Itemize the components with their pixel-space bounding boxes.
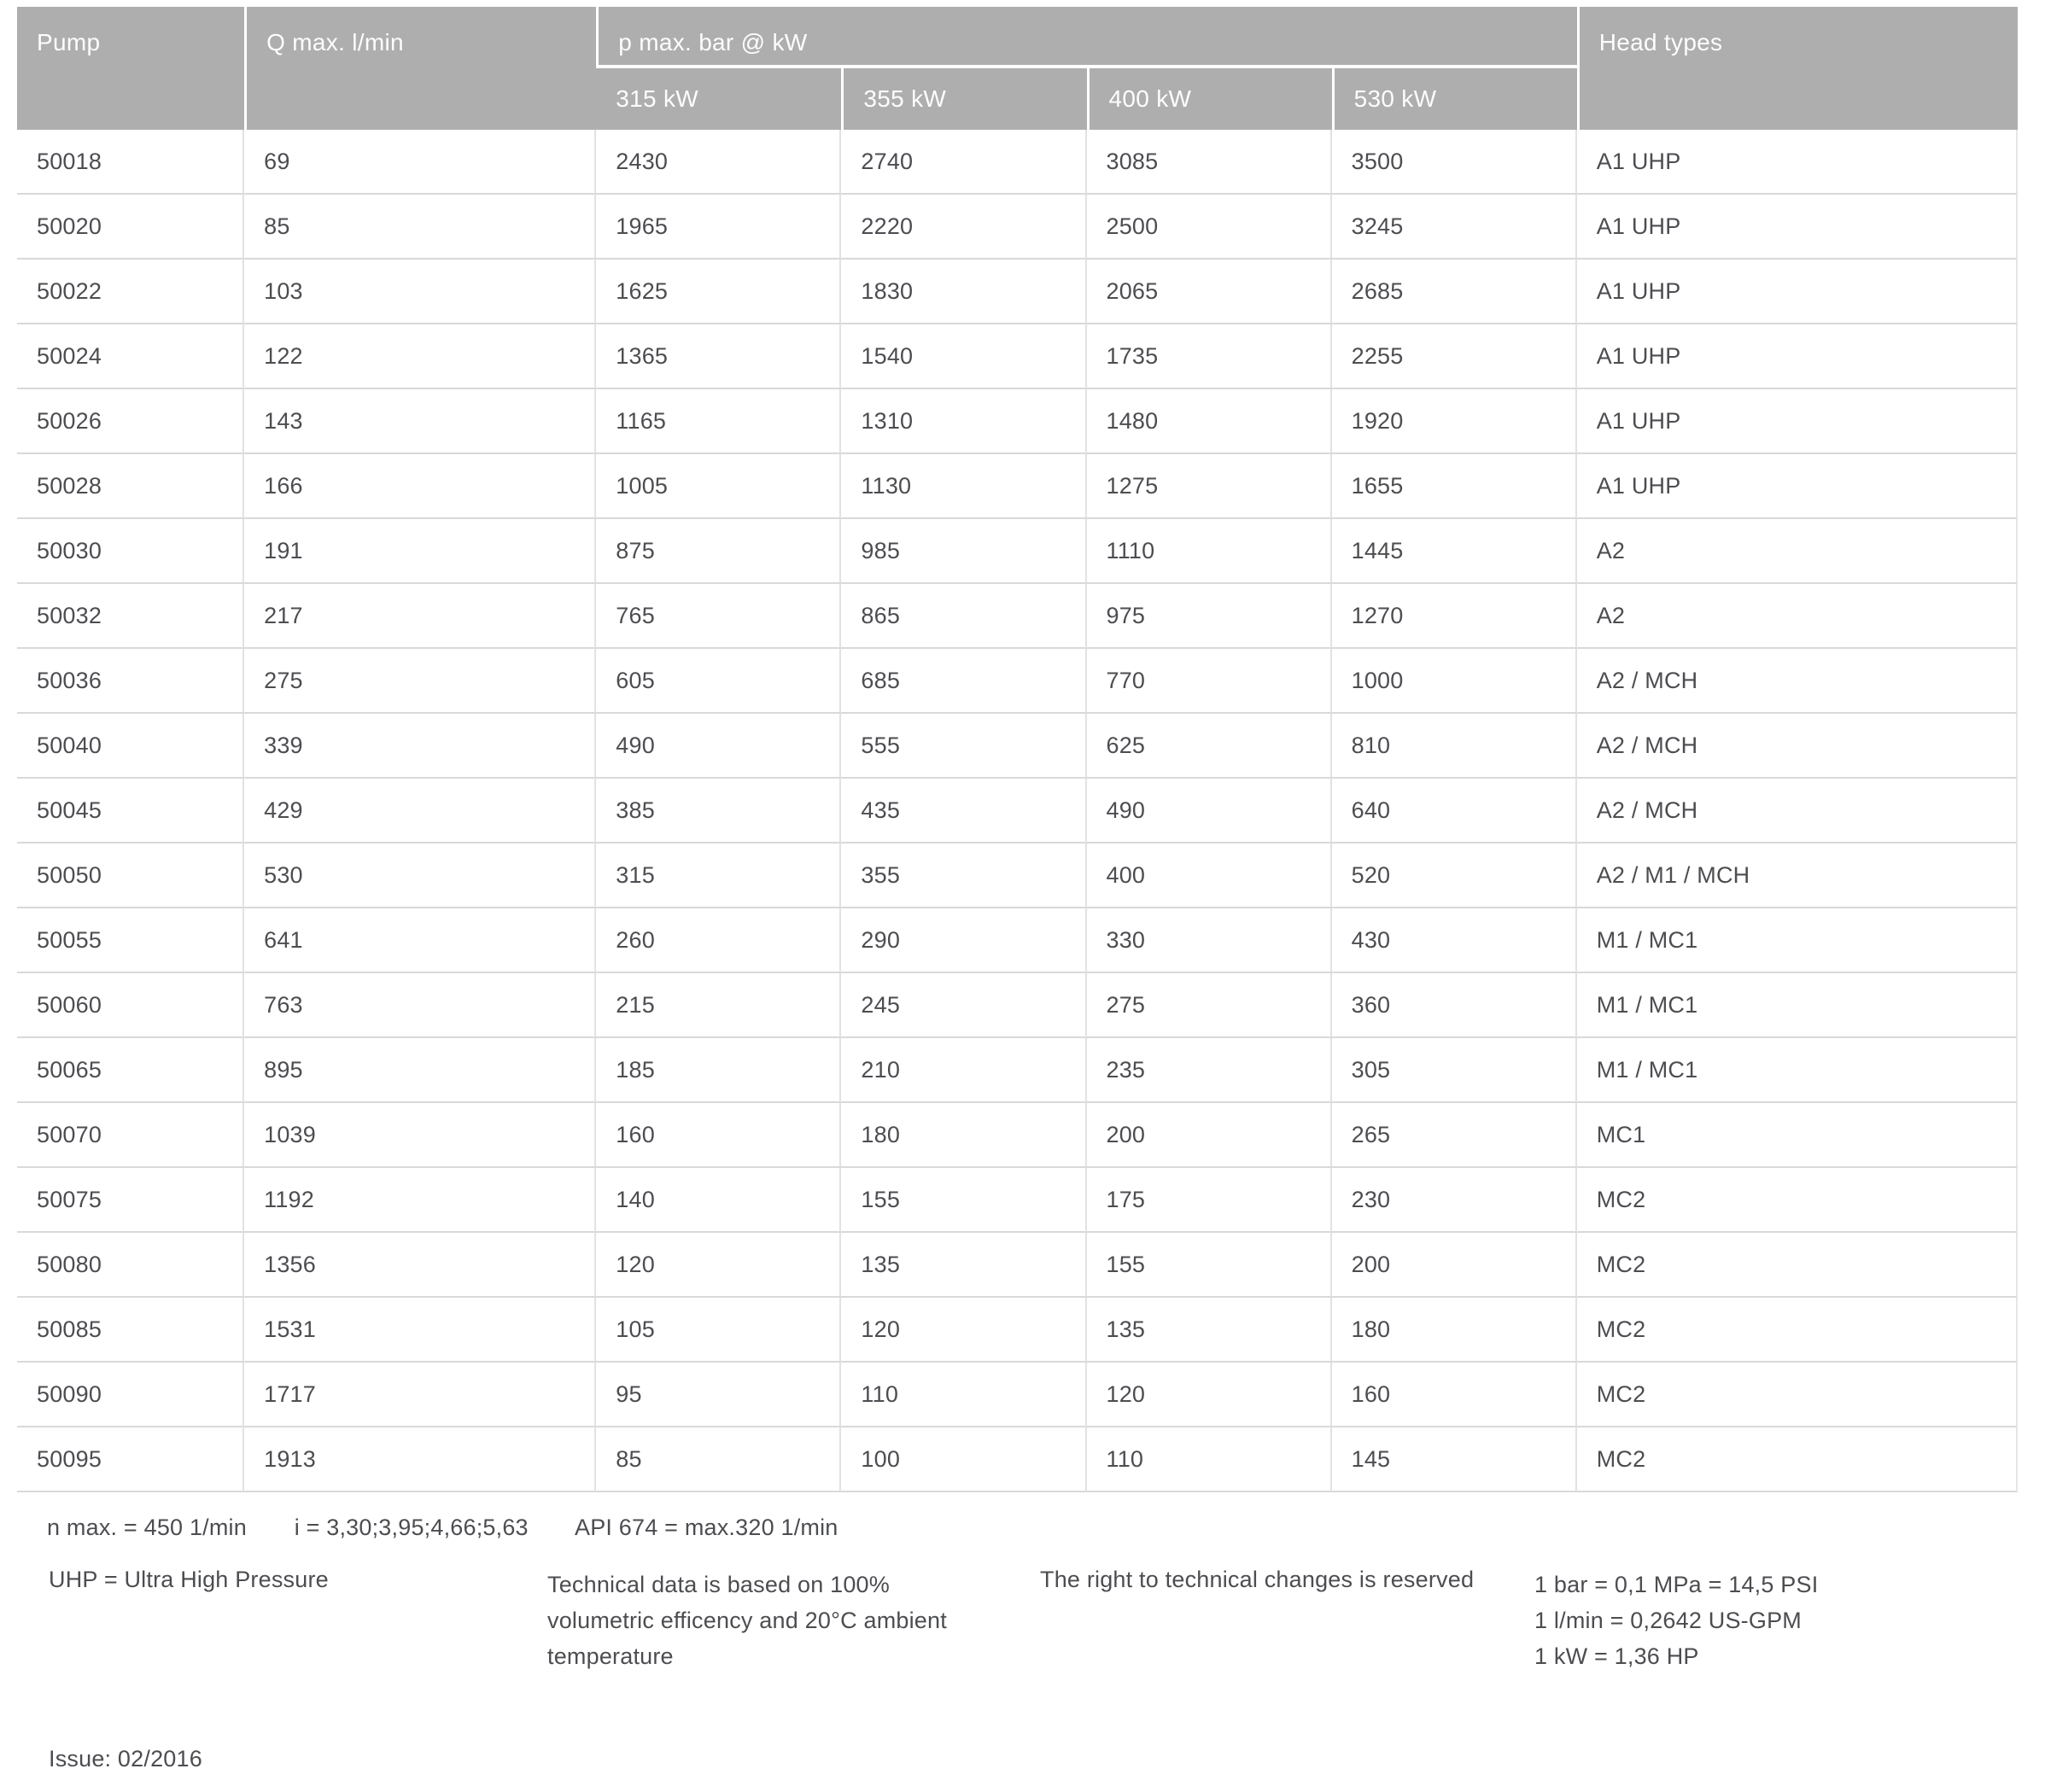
head-types-cell: MC2 bbox=[1577, 1233, 2018, 1298]
pmax-530kw-cell: 1000 bbox=[1332, 649, 1577, 714]
footnote-line bbox=[47, 1515, 2045, 1541]
pmax-355kw-cell: 135 bbox=[841, 1233, 1086, 1298]
pmax-355kw-cell: 1130 bbox=[841, 454, 1086, 519]
qmax-cell: 217 bbox=[244, 584, 596, 649]
table-row bbox=[17, 1038, 2018, 1103]
pump-id-cell: 50020 bbox=[17, 195, 244, 260]
head-types-cell: A2 / MCH bbox=[1577, 649, 2018, 714]
pmax-315kw-cell: 385 bbox=[596, 779, 841, 843]
pmax-355kw-cell: 290 bbox=[841, 908, 1086, 973]
pmax-400kw-cell: 3085 bbox=[1087, 130, 1332, 195]
qmax-cell: 275 bbox=[244, 649, 596, 714]
head-types-cell: MC2 bbox=[1577, 1427, 2018, 1492]
pump-id-cell: 50050 bbox=[17, 843, 244, 908]
pump-id-cell: 50075 bbox=[17, 1168, 244, 1233]
conversion-lmin-gpm: 1 l/min = 0,2642 US-GPM bbox=[1534, 1608, 1802, 1633]
pump-id-cell: 50036 bbox=[17, 649, 244, 714]
head-types-cell: A2 bbox=[1577, 584, 2018, 649]
col-header-400kw: 400 kW bbox=[1087, 65, 1332, 130]
pmax-315kw-cell: 2430 bbox=[596, 130, 841, 195]
pmax-400kw-cell: 770 bbox=[1087, 649, 1332, 714]
pmax-530kw-cell: 360 bbox=[1332, 973, 1577, 1038]
pmax-315kw-cell: 95 bbox=[596, 1363, 841, 1427]
pmax-315kw-cell: 1365 bbox=[596, 324, 841, 389]
qmax-cell: 85 bbox=[244, 195, 596, 260]
pmax-355kw-cell: 865 bbox=[841, 584, 1086, 649]
table-row bbox=[17, 973, 2018, 1038]
pmax-530kw-cell: 3500 bbox=[1332, 130, 1577, 195]
pmax-400kw-cell: 110 bbox=[1087, 1427, 1332, 1492]
table-row bbox=[17, 1233, 2018, 1298]
note-unit-conversions bbox=[1534, 1567, 1818, 1674]
qmax-cell: 641 bbox=[244, 908, 596, 973]
conversion-bar-psi: 1 bar = 0,1 MPa = 14,5 PSI bbox=[1534, 1572, 1819, 1597]
pmax-315kw-cell: 875 bbox=[596, 519, 841, 584]
head-types-cell: A1 UHP bbox=[1577, 454, 2018, 519]
col-header-qmax: Q max. l/min bbox=[244, 7, 596, 130]
pmax-315kw-cell: 1005 bbox=[596, 454, 841, 519]
pump-id-cell: 50045 bbox=[17, 779, 244, 843]
table-row bbox=[17, 1427, 2018, 1492]
note-uhp-definition: UHP = Ultra High Pressure bbox=[49, 1567, 329, 1592]
pmax-400kw-cell: 1110 bbox=[1087, 519, 1332, 584]
pmax-400kw-cell: 175 bbox=[1087, 1168, 1332, 1233]
note-technical-basis bbox=[547, 1567, 947, 1674]
table-row bbox=[17, 1103, 2018, 1168]
pmax-530kw-cell: 520 bbox=[1332, 843, 1577, 908]
qmax-cell: 166 bbox=[244, 454, 596, 519]
head-types-cell: A1 UHP bbox=[1577, 260, 2018, 324]
note-api: API 674 = max.320 1/min bbox=[574, 1515, 838, 1540]
pump-id-cell: 50030 bbox=[17, 519, 244, 584]
pmax-400kw-cell: 235 bbox=[1087, 1038, 1332, 1103]
footer-notes bbox=[0, 1567, 2045, 1712]
head-types-cell: M1 / MC1 bbox=[1577, 908, 2018, 973]
pump-id-cell: 50024 bbox=[17, 324, 244, 389]
pmax-400kw-cell: 200 bbox=[1087, 1103, 1332, 1168]
pmax-400kw-cell: 120 bbox=[1087, 1363, 1332, 1427]
pmax-315kw-cell: 765 bbox=[596, 584, 841, 649]
pump-id-cell: 50080 bbox=[17, 1233, 244, 1298]
col-header-pump: Pump bbox=[17, 7, 244, 130]
pmax-530kw-cell: 2685 bbox=[1332, 260, 1577, 324]
pmax-400kw-cell: 400 bbox=[1087, 843, 1332, 908]
note-technical-line: temperature bbox=[547, 1643, 674, 1669]
pmax-400kw-cell: 135 bbox=[1087, 1298, 1332, 1363]
pump-id-cell: 50022 bbox=[17, 260, 244, 324]
table-row bbox=[17, 1363, 2018, 1427]
head-types-cell: M1 / MC1 bbox=[1577, 1038, 2018, 1103]
pmax-355kw-cell: 180 bbox=[841, 1103, 1086, 1168]
pmax-530kw-cell: 640 bbox=[1332, 779, 1577, 843]
qmax-cell: 895 bbox=[244, 1038, 596, 1103]
conversion-kw-hp: 1 kW = 1,36 HP bbox=[1534, 1643, 1699, 1669]
pmax-355kw-cell: 1830 bbox=[841, 260, 1086, 324]
pump-id-cell: 50026 bbox=[17, 389, 244, 454]
pmax-530kw-cell: 430 bbox=[1332, 908, 1577, 973]
qmax-cell: 530 bbox=[244, 843, 596, 908]
col-header-315kw: 315 kW bbox=[596, 65, 841, 130]
head-types-cell: M1 / MC1 bbox=[1577, 973, 2018, 1038]
head-types-cell: A2 bbox=[1577, 519, 2018, 584]
qmax-cell: 143 bbox=[244, 389, 596, 454]
qmax-cell: 339 bbox=[244, 714, 596, 779]
pump-id-cell: 50018 bbox=[17, 130, 244, 195]
pmax-530kw-cell: 810 bbox=[1332, 714, 1577, 779]
head-types-cell: MC1 bbox=[1577, 1103, 2018, 1168]
pmax-400kw-cell: 1275 bbox=[1087, 454, 1332, 519]
table-header bbox=[17, 7, 2018, 130]
pmax-315kw-cell: 105 bbox=[596, 1298, 841, 1363]
head-types-cell: A1 UHP bbox=[1577, 130, 2018, 195]
pmax-400kw-cell: 330 bbox=[1087, 908, 1332, 973]
pump-id-cell: 50060 bbox=[17, 973, 244, 1038]
head-types-cell: MC2 bbox=[1577, 1298, 2018, 1363]
pmax-530kw-cell: 2255 bbox=[1332, 324, 1577, 389]
note-n-max: n max. = 450 1/min bbox=[47, 1515, 247, 1540]
pmax-355kw-cell: 435 bbox=[841, 779, 1086, 843]
pmax-400kw-cell: 975 bbox=[1087, 584, 1332, 649]
pmax-315kw-cell: 1625 bbox=[596, 260, 841, 324]
note-rights-reserved: The right to technical changes is reserved bbox=[1040, 1567, 1475, 1592]
pmax-355kw-cell: 155 bbox=[841, 1168, 1086, 1233]
table-row bbox=[17, 1298, 2018, 1363]
qmax-cell: 1356 bbox=[244, 1233, 596, 1298]
qmax-cell: 1913 bbox=[244, 1427, 596, 1492]
table-row bbox=[17, 195, 2018, 260]
table-row bbox=[17, 908, 2018, 973]
pmax-530kw-cell: 145 bbox=[1332, 1427, 1577, 1492]
pump-id-cell: 50065 bbox=[17, 1038, 244, 1103]
pump-id-cell: 50028 bbox=[17, 454, 244, 519]
qmax-cell: 69 bbox=[244, 130, 596, 195]
pmax-530kw-cell: 3245 bbox=[1332, 195, 1577, 260]
pmax-315kw-cell: 1965 bbox=[596, 195, 841, 260]
qmax-cell: 1717 bbox=[244, 1363, 596, 1427]
pmax-355kw-cell: 1540 bbox=[841, 324, 1086, 389]
pmax-530kw-cell: 1270 bbox=[1332, 584, 1577, 649]
pmax-355kw-cell: 555 bbox=[841, 714, 1086, 779]
pump-id-cell: 50070 bbox=[17, 1103, 244, 1168]
col-header-head-types: Head types bbox=[1577, 7, 2018, 130]
pump-id-cell: 50055 bbox=[17, 908, 244, 973]
pump-id-cell: 50032 bbox=[17, 584, 244, 649]
table-row bbox=[17, 714, 2018, 779]
pmax-530kw-cell: 160 bbox=[1332, 1363, 1577, 1427]
pmax-355kw-cell: 110 bbox=[841, 1363, 1086, 1427]
table-row bbox=[17, 324, 2018, 389]
pump-id-cell: 50095 bbox=[17, 1427, 244, 1492]
pmax-315kw-cell: 120 bbox=[596, 1233, 841, 1298]
qmax-cell: 103 bbox=[244, 260, 596, 324]
qmax-cell: 191 bbox=[244, 519, 596, 584]
pmax-355kw-cell: 100 bbox=[841, 1427, 1086, 1492]
pmax-530kw-cell: 180 bbox=[1332, 1298, 1577, 1363]
table-row bbox=[17, 389, 2018, 454]
pmax-400kw-cell: 2065 bbox=[1087, 260, 1332, 324]
pmax-530kw-cell: 230 bbox=[1332, 1168, 1577, 1233]
head-types-cell: A1 UHP bbox=[1577, 195, 2018, 260]
pmax-355kw-cell: 210 bbox=[841, 1038, 1086, 1103]
pmax-530kw-cell: 1445 bbox=[1332, 519, 1577, 584]
pmax-355kw-cell: 1310 bbox=[841, 389, 1086, 454]
pump-spec-table bbox=[17, 7, 2018, 1492]
pmax-400kw-cell: 490 bbox=[1087, 779, 1332, 843]
pmax-400kw-cell: 2500 bbox=[1087, 195, 1332, 260]
table-row bbox=[17, 649, 2018, 714]
table-row bbox=[17, 584, 2018, 649]
pmax-315kw-cell: 605 bbox=[596, 649, 841, 714]
qmax-cell: 1531 bbox=[244, 1298, 596, 1363]
pmax-400kw-cell: 155 bbox=[1087, 1233, 1332, 1298]
pump-id-cell: 50090 bbox=[17, 1363, 244, 1427]
pmax-400kw-cell: 1735 bbox=[1087, 324, 1332, 389]
note-i-ratios: i = 3,30;3,95;4,66;5,63 bbox=[294, 1515, 529, 1540]
pmax-530kw-cell: 305 bbox=[1332, 1038, 1577, 1103]
qmax-cell: 1192 bbox=[244, 1168, 596, 1233]
pmax-355kw-cell: 2220 bbox=[841, 195, 1086, 260]
pmax-400kw-cell: 625 bbox=[1087, 714, 1332, 779]
pmax-315kw-cell: 185 bbox=[596, 1038, 841, 1103]
table-row bbox=[17, 260, 2018, 324]
table-row bbox=[17, 779, 2018, 843]
table-body bbox=[17, 130, 2018, 1492]
issue-date: Issue: 02/2016 bbox=[49, 1746, 202, 1772]
pmax-315kw-cell: 490 bbox=[596, 714, 841, 779]
table-row bbox=[17, 519, 2018, 584]
pmax-315kw-cell: 1165 bbox=[596, 389, 841, 454]
pmax-400kw-cell: 1480 bbox=[1087, 389, 1332, 454]
pmax-355kw-cell: 120 bbox=[841, 1298, 1086, 1363]
head-types-cell: MC2 bbox=[1577, 1363, 2018, 1427]
qmax-cell: 1039 bbox=[244, 1103, 596, 1168]
qmax-cell: 122 bbox=[244, 324, 596, 389]
pump-id-cell: 50085 bbox=[17, 1298, 244, 1363]
pmax-400kw-cell: 275 bbox=[1087, 973, 1332, 1038]
note-technical-line: volumetric efficency and 20°C ambient bbox=[547, 1608, 947, 1633]
pmax-315kw-cell: 260 bbox=[596, 908, 841, 973]
qmax-cell: 763 bbox=[244, 973, 596, 1038]
pmax-355kw-cell: 985 bbox=[841, 519, 1086, 584]
pmax-355kw-cell: 245 bbox=[841, 973, 1086, 1038]
head-types-cell: A2 / MCH bbox=[1577, 779, 2018, 843]
pmax-315kw-cell: 215 bbox=[596, 973, 841, 1038]
col-header-355kw: 355 kW bbox=[841, 65, 1086, 130]
pmax-530kw-cell: 1920 bbox=[1332, 389, 1577, 454]
pmax-315kw-cell: 160 bbox=[596, 1103, 841, 1168]
col-header-530kw: 530 kW bbox=[1332, 65, 1577, 130]
qmax-cell: 429 bbox=[244, 779, 596, 843]
head-types-cell: A1 UHP bbox=[1577, 324, 2018, 389]
head-types-cell: A2 / M1 / MCH bbox=[1577, 843, 2018, 908]
table-row bbox=[17, 843, 2018, 908]
table-row bbox=[17, 130, 2018, 195]
pmax-315kw-cell: 315 bbox=[596, 843, 841, 908]
table-row bbox=[17, 454, 2018, 519]
pmax-355kw-cell: 685 bbox=[841, 649, 1086, 714]
pmax-530kw-cell: 265 bbox=[1332, 1103, 1577, 1168]
pmax-530kw-cell: 200 bbox=[1332, 1233, 1577, 1298]
pmax-315kw-cell: 85 bbox=[596, 1427, 841, 1492]
table-row bbox=[17, 1168, 2018, 1233]
head-types-cell: A2 / MCH bbox=[1577, 714, 2018, 779]
pmax-315kw-cell: 140 bbox=[596, 1168, 841, 1233]
pump-id-cell: 50040 bbox=[17, 714, 244, 779]
pmax-355kw-cell: 2740 bbox=[841, 130, 1086, 195]
note-technical-line: Technical data is based on 100% bbox=[547, 1572, 890, 1597]
head-types-cell: MC2 bbox=[1577, 1168, 2018, 1233]
pmax-355kw-cell: 355 bbox=[841, 843, 1086, 908]
pmax-530kw-cell: 1655 bbox=[1332, 454, 1577, 519]
head-types-cell: A1 UHP bbox=[1577, 389, 2018, 454]
col-header-pmax-group: p max. bar @ kW bbox=[596, 7, 1576, 65]
